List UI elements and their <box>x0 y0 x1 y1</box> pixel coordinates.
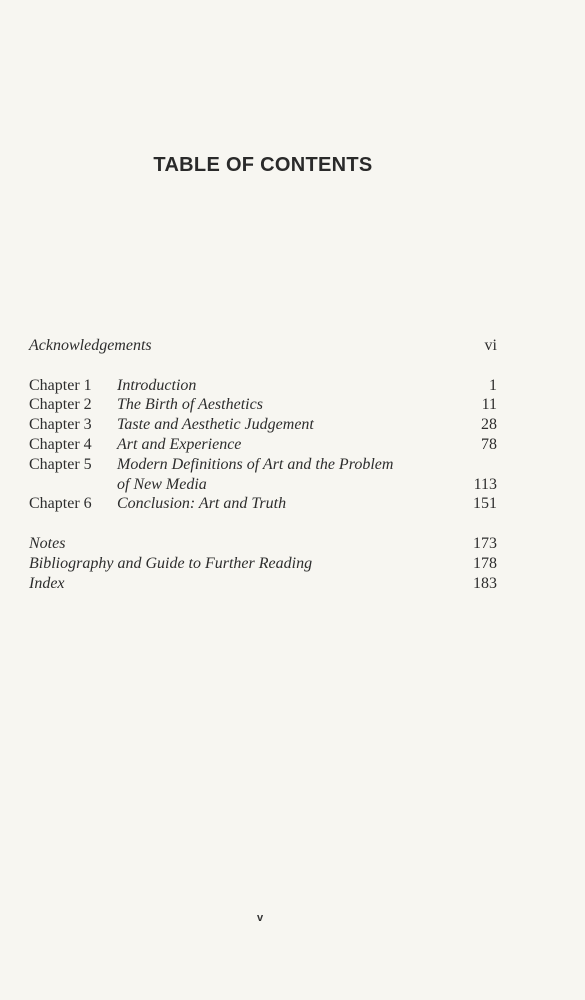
section-spacer <box>29 514 497 534</box>
toc-entry-label: Acknowledgements <box>29 337 152 354</box>
toc-entry-page: 173 <box>473 534 497 552</box>
chapter-page: 151 <box>473 495 497 513</box>
toc-chapter-row <box>29 455 497 475</box>
chapter-page: 11 <box>481 396 497 414</box>
chapter-title: The Birth of Aesthetics <box>117 396 263 414</box>
chapter-number: Chapter 2 <box>29 396 92 414</box>
chapter-number: Chapter 3 <box>29 416 92 434</box>
toc-chapter-row <box>29 494 497 514</box>
toc-entry-notes <box>29 534 497 554</box>
chapter-number: Chapter 1 <box>29 376 92 394</box>
chapter-number: Chapter 5 <box>29 455 92 473</box>
chapter-number: Chapter 6 <box>29 495 92 513</box>
chapter-page: 28 <box>481 416 497 434</box>
page-title: TABLE OF CONTENTS <box>153 154 373 176</box>
toc-entry-label: Notes <box>29 534 66 552</box>
toc-entry-label: Bibliography and Guide to Further Reading <box>29 554 313 572</box>
chapter-page: 113 <box>473 475 497 493</box>
toc-entry-page: vi <box>484 337 497 354</box>
toc-chapter-row <box>29 376 497 396</box>
table-of-contents <box>29 336 497 593</box>
toc-entry-index <box>29 574 497 594</box>
section-spacer <box>29 356 497 376</box>
toc-entry-page: 178 <box>473 554 497 572</box>
chapter-page: 78 <box>481 435 497 453</box>
chapter-number: Chapter 4 <box>29 435 92 453</box>
chapter-title: Conclusion: Art and Truth <box>117 495 287 513</box>
toc-entry-page: 183 <box>473 574 497 592</box>
chapter-title: Taste and Aesthetic Judgement <box>117 416 314 434</box>
toc-entry-acknowledgements <box>29 336 497 356</box>
chapter-title: Modern Definitions of Art and the Problem <box>117 455 394 473</box>
toc-chapter-row <box>29 395 497 415</box>
chapter-page: 1 <box>489 376 497 394</box>
chapter-title-continued: of New Media <box>117 475 207 493</box>
toc-chapter-row <box>29 415 497 435</box>
page-number: v <box>256 912 264 924</box>
chapter-title: Introduction <box>117 376 197 394</box>
toc-chapter-row <box>29 435 497 455</box>
chapter-title: Art and Experience <box>117 435 242 453</box>
toc-chapter-row-continued <box>29 475 497 495</box>
toc-entry-bibliography <box>29 554 497 574</box>
toc-entry-label: Index <box>29 574 65 592</box>
